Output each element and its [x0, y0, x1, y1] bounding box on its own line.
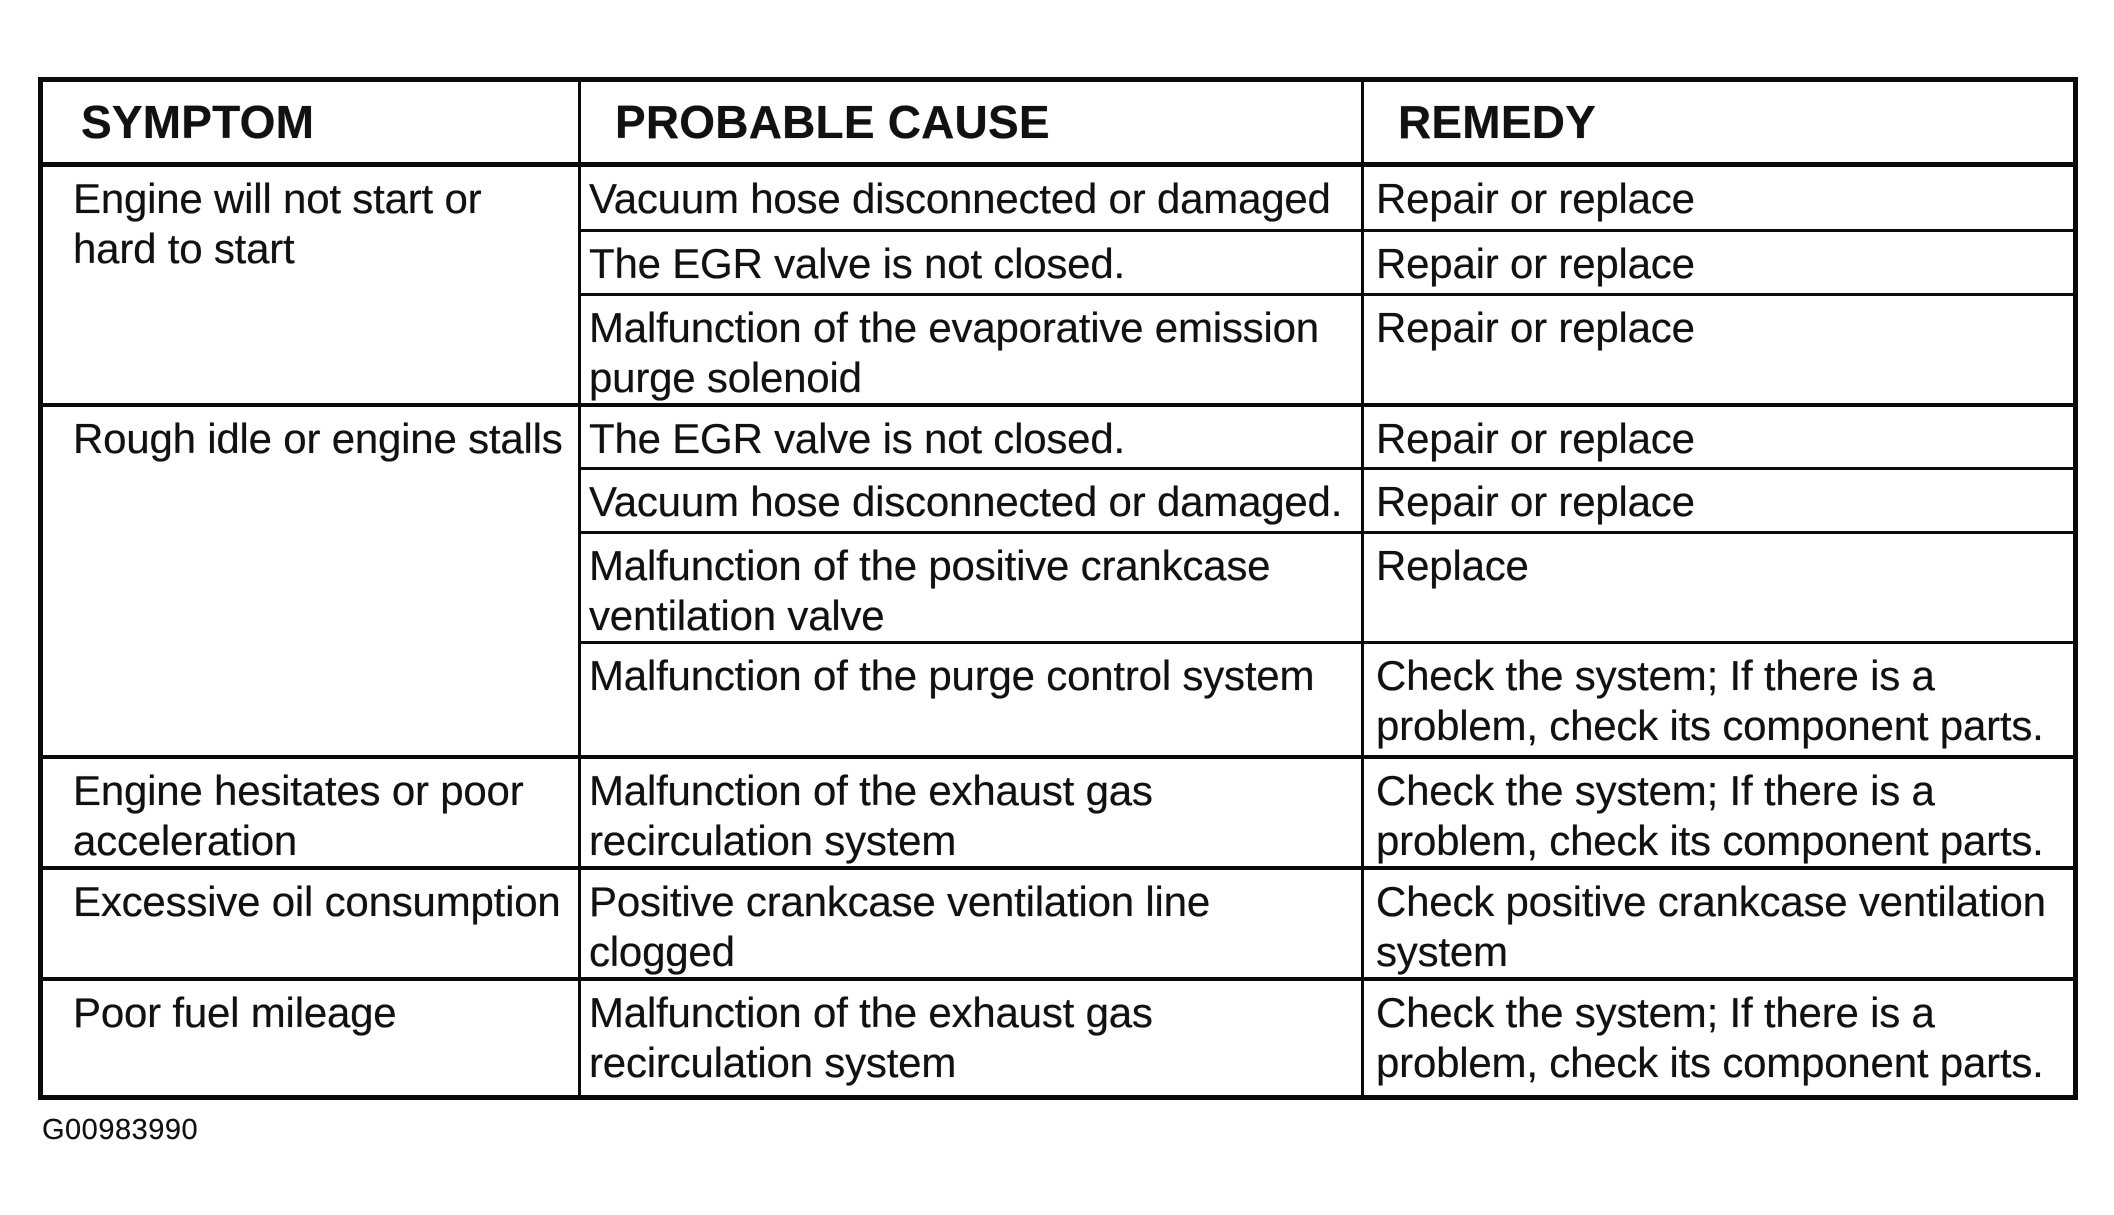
table-row — [41, 868, 2076, 979]
table-row — [41, 979, 2076, 1097]
remedy-cell: Repair or replace — [1363, 468, 2076, 532]
troubleshooting-table — [38, 77, 2078, 1100]
remedy-cell: Repair or replace — [1363, 295, 2076, 406]
symptom-cell: Engine will not start or hard to start — [41, 165, 580, 406]
remedy-cell: Check positive crankcase ventilation system — [1363, 868, 2076, 979]
probable-cause-cell: The EGR valve is not closed. — [580, 231, 1363, 295]
probable-cause-cell: The EGR valve is not closed. — [580, 405, 1363, 468]
remedy-cell: Repair or replace — [1363, 231, 2076, 295]
symptom-cell: Rough idle or engine stalls — [41, 405, 580, 757]
probable-cause-cell: Positive crankcase ventilation line clogged — [580, 868, 1363, 979]
figure-id: G00983990 — [42, 1114, 199, 1146]
probable-cause-cell: Malfunction of the exhaust gas recirculation system — [580, 757, 1363, 868]
probable-cause-cell: Vacuum hose disconnected or damaged — [580, 165, 1363, 231]
remedy-cell: Check the system; If there is a problem, check its component parts. — [1363, 979, 2076, 1097]
symptom-cell: Poor fuel mileage — [41, 979, 580, 1097]
table-row — [41, 405, 2076, 468]
header-cell-probable-cause: PROBABLE CAUSE — [580, 80, 1363, 165]
symptom-cell: Excessive oil consumption — [41, 868, 580, 979]
table-header-row — [41, 80, 2076, 165]
table-row — [41, 165, 2076, 231]
header-cell-symptom: SYMPTOM — [41, 80, 580, 165]
probable-cause-cell: Malfunction of the positive crankcase ventilation valve — [580, 532, 1363, 642]
remedy-cell: Check the system; If there is a problem, check its component parts. — [1363, 757, 2076, 868]
remedy-cell: Replace — [1363, 532, 2076, 642]
remedy-cell: Repair or replace — [1363, 405, 2076, 468]
probable-cause-cell: Vacuum hose disconnected or damaged. — [580, 468, 1363, 532]
probable-cause-cell: Malfunction of the evaporative emission purge solenoid — [580, 295, 1363, 406]
table-row — [41, 757, 2076, 868]
header-cell-remedy: REMEDY — [1363, 80, 2076, 165]
symptom-cell: Engine hesitates or poor acceleration — [41, 757, 580, 868]
probable-cause-cell: Malfunction of the purge control system — [580, 642, 1363, 757]
probable-cause-cell: Malfunction of the exhaust gas recirculation system — [580, 979, 1363, 1097]
remedy-cell: Check the system; If there is a problem, check its component parts. — [1363, 642, 2076, 757]
remedy-cell: Repair or replace — [1363, 165, 2076, 231]
